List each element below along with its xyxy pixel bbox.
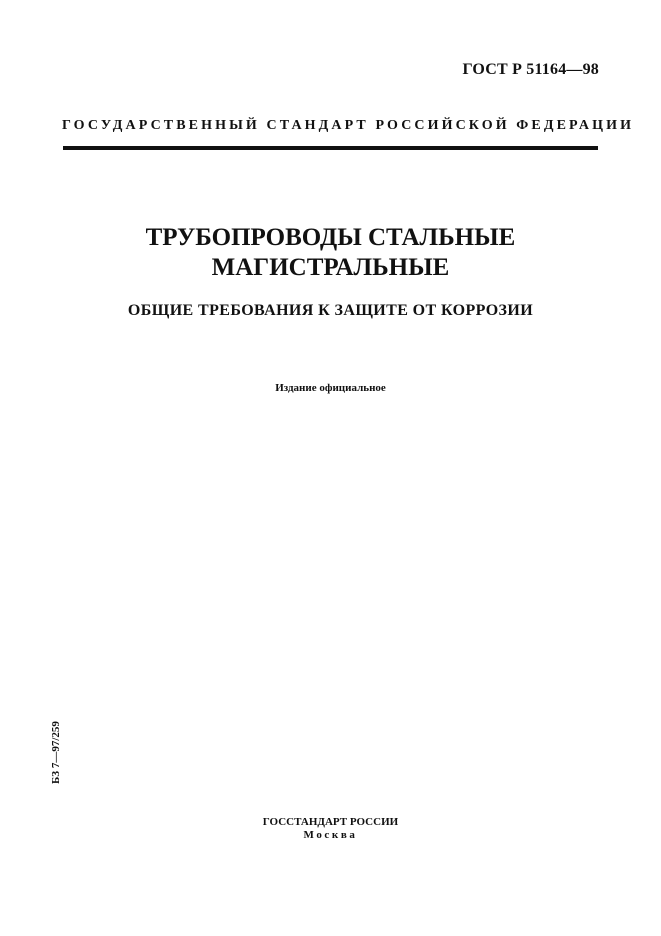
- title-line-2: МАГИСТРАЛЬНЫЕ: [211, 254, 450, 281]
- document-subtitle: ОБЩИЕ ТРЕБОВАНИЯ К ЗАЩИТЕ ОТ КОРРОЗИИ: [127, 302, 534, 319]
- edition-note: Издание официальное: [275, 382, 386, 394]
- standard-header: ГОСУДАРСТВЕННЫЙ СТАНДАРТ РОССИЙСКОЙ ФЕДЕРАЦИИ: [62, 118, 635, 133]
- header-divider: [63, 146, 598, 150]
- document-title: [0, 223, 661, 283]
- publisher-block: [0, 816, 661, 842]
- publisher-name: ГОССТАНДАРТ РОССИИ: [262, 816, 399, 828]
- document-number: ГОСТ Р 51164—98: [462, 61, 599, 78]
- title-line-1: ТРУБОПРОВОДЫ СТАЛЬНЫЕ: [145, 224, 516, 251]
- publisher-city: Москва: [303, 829, 358, 841]
- side-code: БЗ 7—97/259: [50, 721, 62, 784]
